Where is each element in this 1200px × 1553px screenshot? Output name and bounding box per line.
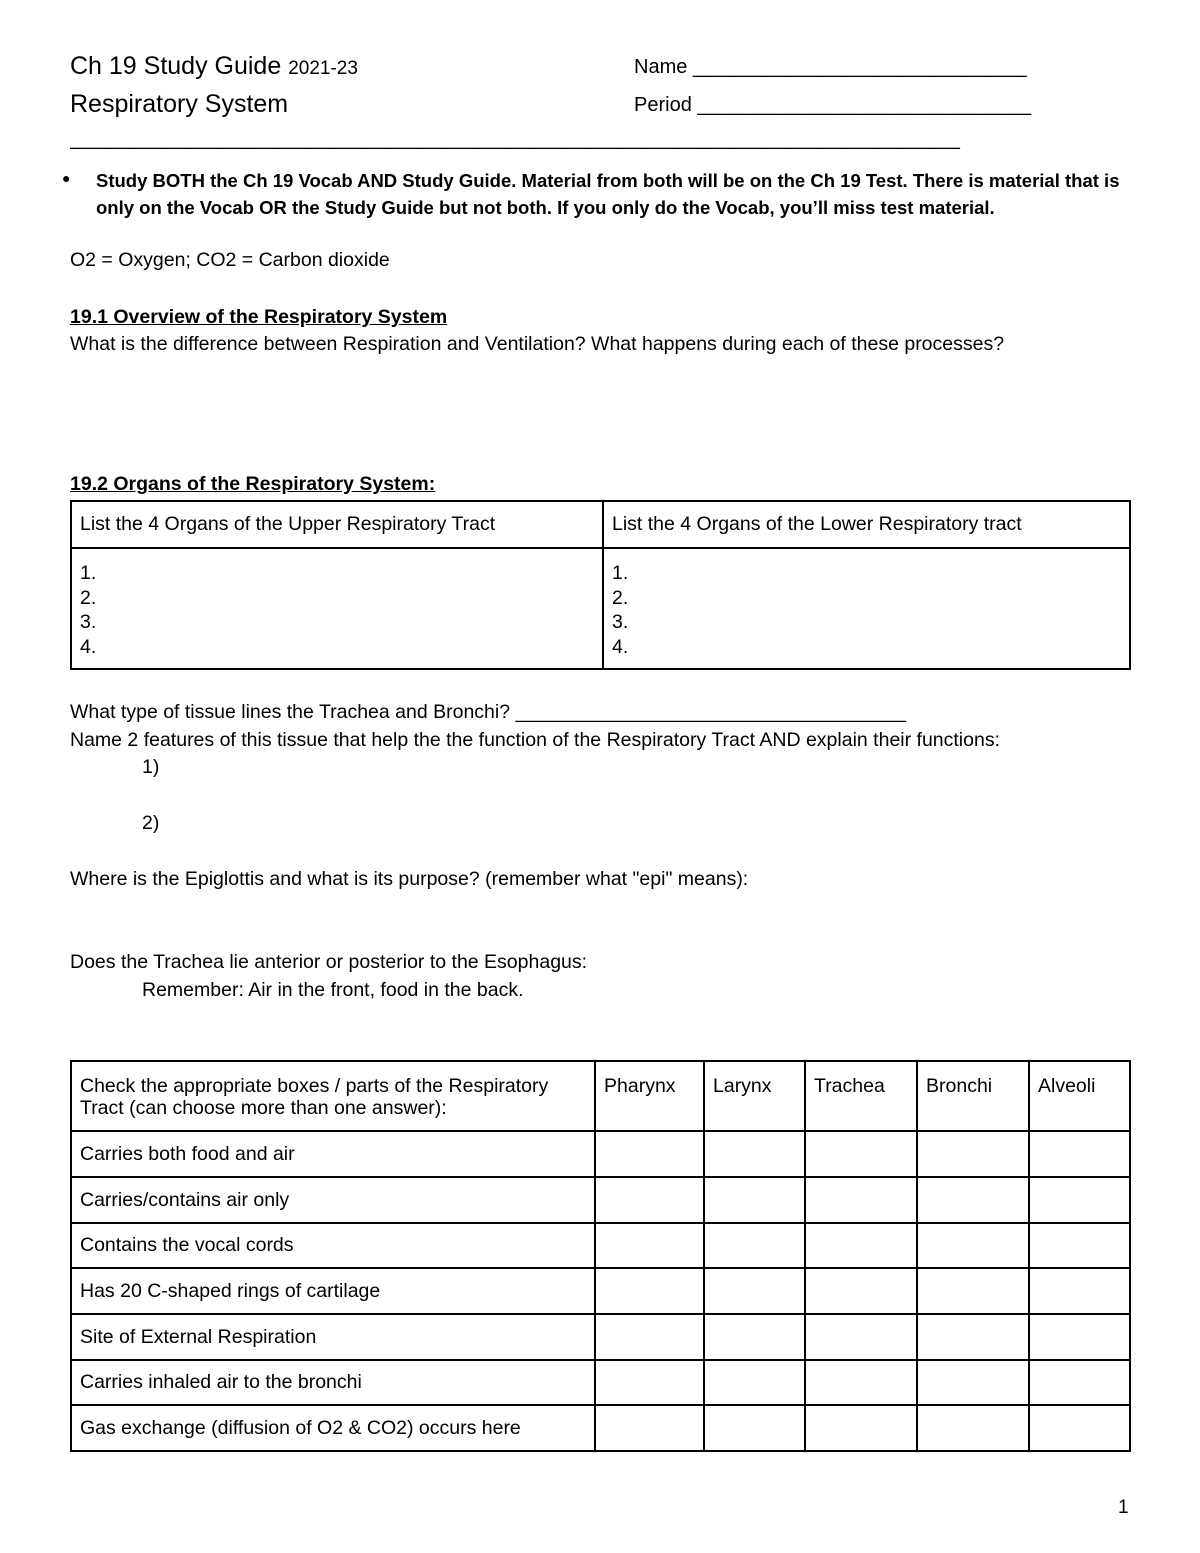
lower-item: 1. xyxy=(612,562,629,584)
page-number: 1 xyxy=(1118,1497,1129,1518)
table-row xyxy=(71,1314,1130,1360)
name-field[interactable] xyxy=(634,56,1027,79)
feature-2-label: 2) xyxy=(142,812,160,834)
organs-table-body-row xyxy=(71,548,1130,669)
title-text: Ch 19 Study Guide xyxy=(70,52,282,80)
row-label: Gas exchange (diffusion of O2 & CO2) occurs here xyxy=(71,1405,595,1451)
table-row xyxy=(71,1223,1130,1268)
check-cell[interactable] xyxy=(1029,1223,1130,1268)
column-header-trachea: Trachea xyxy=(805,1061,917,1131)
check-cell[interactable] xyxy=(595,1131,704,1177)
period-blank: ______________________________ xyxy=(697,94,1032,116)
check-cell[interactable] xyxy=(1029,1131,1130,1177)
check-cell[interactable] xyxy=(805,1268,917,1314)
column-header-alveoli: Alveoli xyxy=(1029,1061,1130,1131)
table-row xyxy=(71,1177,1130,1223)
check-cell[interactable] xyxy=(704,1177,805,1223)
check-cell[interactable] xyxy=(917,1405,1029,1451)
check-cell[interactable] xyxy=(595,1223,704,1268)
check-cell[interactable] xyxy=(704,1314,805,1360)
document-title xyxy=(70,52,358,81)
upper-item: 2. xyxy=(80,586,97,609)
check-cell[interactable] xyxy=(595,1314,704,1360)
row-label: Carries inhaled air to the bronchi xyxy=(71,1360,595,1405)
column-header-larynx: Larynx xyxy=(704,1061,805,1131)
lower-tract-list[interactable] xyxy=(603,548,1130,669)
check-cell[interactable] xyxy=(704,1360,805,1405)
upper-tract-header: List the 4 Organs of the Upper Respiratory Tract xyxy=(71,501,603,548)
feature-1-label: 1) xyxy=(142,756,160,778)
period-field[interactable] xyxy=(634,94,1031,117)
lower-tract-header: List the 4 Organs of the Lower Respiratory tract xyxy=(603,501,1130,548)
row-label: Carries/contains air only xyxy=(71,1177,595,1223)
respiratory-check-table xyxy=(70,1060,1131,1452)
upper-tract-list[interactable] xyxy=(71,548,603,669)
header-divider: ________________________________________________________________________________ xyxy=(70,128,960,150)
table-row xyxy=(71,1360,1130,1405)
section-19-1-heading: 19.1 Overview of the Respiratory System xyxy=(70,306,448,328)
column-header-bronchi: Bronchi xyxy=(917,1061,1029,1131)
name-label: Name xyxy=(634,56,688,78)
row-label: Has 20 C-shaped rings of cartilage xyxy=(71,1268,595,1314)
respiration-question: What is the difference between Respiration and Ventilation? What happens during each of these processes? xyxy=(70,333,1005,355)
epiglottis-question: Where is the Epiglottis and what is its purpose? (remember what "epi" means): xyxy=(70,868,749,890)
check-cell[interactable] xyxy=(704,1223,805,1268)
check-cell[interactable] xyxy=(805,1405,917,1451)
check-cell[interactable] xyxy=(1029,1177,1130,1223)
row-label: Site of External Respiration xyxy=(71,1314,595,1360)
features-question: Name 2 features of this tissue that help the the function of the Respiratory Tract AND explain their functions: xyxy=(70,729,1000,751)
lower-item: 2. xyxy=(612,586,629,609)
trachea-question: Does the Trachea lie anterior or posterior to the Esophagus: xyxy=(70,951,588,973)
row-label: Contains the vocal cords xyxy=(71,1223,595,1268)
check-cell[interactable] xyxy=(704,1131,805,1177)
title-year: 2021-23 xyxy=(288,58,358,79)
study-notice: Study BOTH the Ch 19 Vocab AND Study Guide. Material from both will be on the Ch 19 Test. There is material that is only on the Vocab OR the Study Guide but not both. If you only do the Vocab, you’ll miss test material. xyxy=(96,170,1120,218)
period-label: Period xyxy=(634,94,692,116)
lower-item: 3. xyxy=(612,611,629,633)
check-cell[interactable] xyxy=(917,1177,1029,1223)
bullet-icon: ● xyxy=(62,170,71,186)
name-blank: ______________________________ xyxy=(692,56,1027,78)
table-row xyxy=(71,1405,1130,1451)
organs-table-header-row xyxy=(71,501,1130,548)
check-cell[interactable] xyxy=(917,1360,1029,1405)
check-cell[interactable] xyxy=(704,1405,805,1451)
check-cell[interactable] xyxy=(1029,1314,1130,1360)
lower-item: 4. xyxy=(612,635,629,658)
check-cell[interactable] xyxy=(595,1177,704,1223)
table-row xyxy=(71,1131,1130,1177)
row-label: Carries both food and air xyxy=(71,1131,595,1177)
section-19-2-heading: 19.2 Organs of the Respiratory System: xyxy=(70,473,436,495)
check-cell[interactable] xyxy=(917,1268,1029,1314)
check-cell[interactable] xyxy=(595,1360,704,1405)
check-cell[interactable] xyxy=(805,1314,917,1360)
check-cell[interactable] xyxy=(704,1268,805,1314)
check-cell[interactable] xyxy=(1029,1360,1130,1405)
check-table-header-row xyxy=(71,1061,1130,1131)
check-cell[interactable] xyxy=(1029,1268,1130,1314)
check-cell[interactable] xyxy=(917,1314,1029,1360)
document-subtitle: Respiratory System xyxy=(70,90,289,118)
upper-item: 3. xyxy=(80,611,97,633)
check-cell[interactable] xyxy=(805,1360,917,1405)
check-cell[interactable] xyxy=(595,1268,704,1314)
table-row xyxy=(71,1268,1130,1314)
check-cell[interactable] xyxy=(917,1223,1029,1268)
check-cell[interactable] xyxy=(805,1223,917,1268)
upper-item: 4. xyxy=(80,635,97,658)
check-cell[interactable] xyxy=(595,1405,704,1451)
organs-table xyxy=(70,500,1131,670)
check-cell[interactable] xyxy=(805,1177,917,1223)
check-table-instruction: Check the appropriate boxes / parts of the Respiratory Tract (can choose more than one answer): xyxy=(71,1061,595,1131)
abbreviation-legend: O2 = Oxygen; CO2 = Carbon dioxide xyxy=(70,249,390,271)
trachea-hint: Remember: Air in the front, food in the back. xyxy=(142,979,524,1001)
column-header-pharynx: Pharynx xyxy=(595,1061,704,1131)
tissue-question: What type of tissue lines the Trachea and Bronchi? ____________________________________ xyxy=(70,701,906,723)
check-cell[interactable] xyxy=(805,1131,917,1177)
check-cell[interactable] xyxy=(917,1131,1029,1177)
check-cell[interactable] xyxy=(1029,1405,1130,1451)
upper-item: 1. xyxy=(80,562,97,584)
